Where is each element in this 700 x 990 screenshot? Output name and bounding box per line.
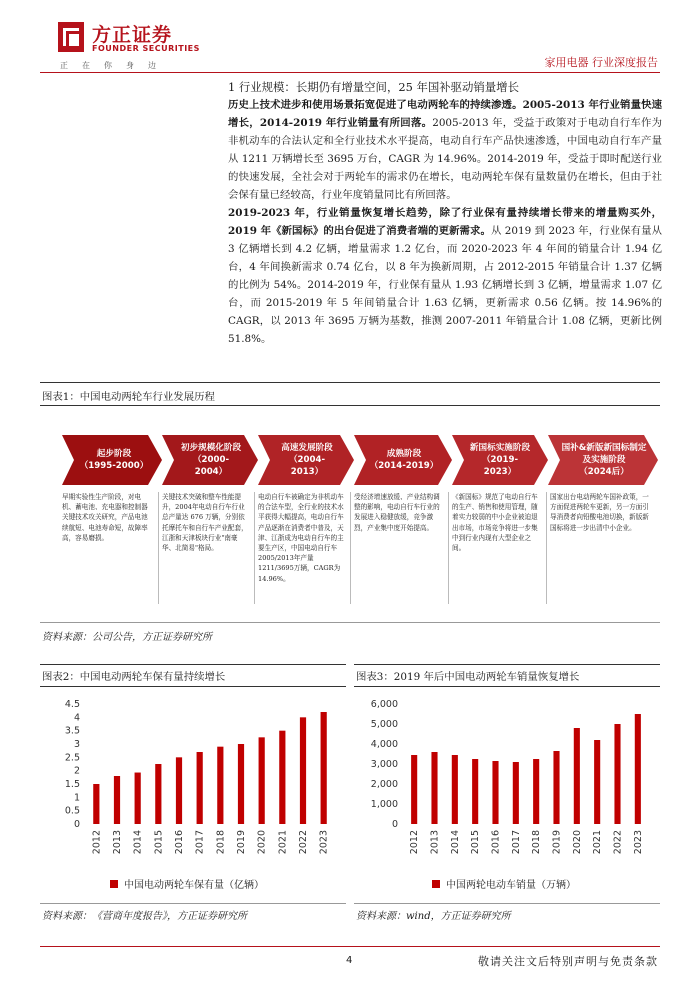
x-tick-label: 2015 [470,830,482,855]
x-tick-label: 2016 [490,830,502,855]
legend-swatch [110,880,118,888]
stage-3-name: 高速发展阶段（2004- [281,443,333,465]
stage-2-period: 2004） [194,467,228,477]
figure3-title: 图表3：2019 年后中国电动两轮车销量恢复增长 [356,671,580,683]
y-tick-label: 2.5 [64,752,80,764]
bar [472,759,478,824]
x-tick-label: 2019 [236,830,247,855]
stage-4-name: 成熟阶段 [386,449,422,459]
stage-1-period: （1995-2000） [79,461,149,471]
paragraph-1-text: 2005-2013 年，受益于政策对于电动自行车作为非机动车的合法认定和全行业技术水平提高，电动自行车产品快速渗透，中国电动自行车产量从 1211 万辆增长至 3695 万台，CAGR 为 14.96%。2014-2019 年，受益于即时配送行业的快速发展，全社会对于两轮车的需求仍在增长，电动两轮车保有量数量仍在增长，但由于社会保有量已经较高，行业年度销量同比有所回落。 [228,117,662,201]
x-tick-label: 2019 [551,830,563,855]
stage-4-period: （2014-2019） [369,461,439,471]
figure2-chart [42,694,342,894]
y-tick-label: 1,000 [370,799,398,810]
founder-logo-icon [58,22,84,52]
stage-divider [448,492,449,604]
paragraph-1 [228,96,662,204]
bar [574,728,580,824]
stage-5 [460,435,540,485]
x-tick-label: 2014 [449,830,461,855]
stage-6-period: （2024后） [579,467,629,477]
paragraph-2-bold: 2019-2023 年，行业销量恢复增长趋势，除了行业保有量持续增长带来的增量购买外，2019 年《新国标》的出台促进了消费者端的更新需求。 [228,207,662,237]
figure3-title-rule [354,686,660,687]
y-tick-label: 3 [73,739,80,750]
bar [197,752,203,824]
stage-2 [172,435,250,485]
y-tick-label: 4,000 [370,739,398,750]
stage-divider [158,492,159,604]
y-tick-label: 4 [73,712,80,724]
figure2-top-rule [40,664,346,665]
bar [259,737,265,824]
figure2-source: 资料来源：《营商年度报告》，方正证券研究所 [42,911,247,922]
x-tick-label: 2013 [429,830,441,855]
section-title: 1 行业规模：长期仍有增量空间，25 年国补驱动销量增长 [228,80,519,94]
bar [411,755,417,824]
y-tick-label: 1.5 [64,779,80,790]
y-tick-label: 4.5 [64,699,80,710]
page-number: 4 [346,955,353,966]
x-tick-label: 2013 [112,830,123,855]
figure2-chart-svg [42,694,342,894]
stage-divider [350,492,351,604]
x-tick-label: 2017 [510,830,522,855]
bar [321,712,327,824]
bar [93,784,99,824]
figure3-legend-label: 中国两轮电动车销量（万辆） [446,880,576,891]
stage-4 [364,435,444,485]
y-tick-label: 3,000 [370,759,398,770]
stage-divider [546,492,547,604]
company-name-cn: 方正证券 [92,24,173,46]
bar [114,776,120,824]
figure2-title: 图表2：中国电动两轮车保有量持续增长 [42,671,226,683]
paragraph-1-bold: 历史上技术进步和使用场景拓宽促进了电动两轮车的持续渗透。2005-2013 年行业销量快速增长，2014-2019 年行业销量有所回落。 [228,99,662,129]
legend-swatch [432,880,440,888]
x-tick-label: 2023 [632,830,644,855]
bar [300,717,306,824]
stage-1-name: 起步阶段 [96,449,132,459]
figure2-legend-label: 中国电动两轮车保有量（亿辆） [124,880,264,891]
x-tick-label: 2022 [612,830,624,855]
bar [492,761,498,824]
page-header [0,0,700,72]
stage-2-name: 初步规模化阶段（2000- [180,443,242,465]
figure1-source: 资料来源：公司公告，方正证券研究所 [42,632,212,643]
stage-5-desc: 《新国标》规范了电动自行车的生产、销售和使用管理，随着实力较弱的中小企业被迫退出市场，市场竞争将进一步集中到行业内现有大型企业之间。 [452,493,538,553]
bar [452,755,458,824]
y-tick-label: 6,000 [370,699,398,710]
bar [279,731,285,824]
bar [614,724,620,824]
x-tick-label: 2020 [256,830,268,855]
figure2-bottom-rule [40,903,346,904]
y-tick-label: 0 [391,819,398,830]
x-tick-label: 2023 [318,830,330,855]
x-tick-label: 2022 [298,830,309,855]
y-tick-label: 2,000 [370,779,398,790]
x-tick-label: 2014 [132,830,144,855]
bar [217,747,223,824]
figure1-title-rule [40,405,660,406]
y-tick-label: 0.5 [64,805,80,817]
figure1-top-rule [40,382,660,383]
stage-6-name: 国补&新版新国标制定及实施阶段 [561,443,647,465]
stage-1 [72,435,156,485]
bar [238,744,244,824]
figure3-chart-svg [356,694,656,894]
bar [155,764,161,824]
stage-2-desc: 关键技术突破和整车性能提升，2004年电动自行车行业总产量达 676 万辆，分别依托摩托车和自行车产业配套，江浙和天津板块行业"南豪华、北简易"格局。 [162,493,248,553]
x-tick-label: 2012 [409,830,421,855]
stage-1-desc: 早期实验性生产阶段，对电机、蓄电池、充电器和控制器关键技术攻关研究，产品电池续航短、电池寿命短，故障率高，容易磨损。 [62,493,148,542]
stage-3-desc: 电动自行车被确定为非机动车的合法车型，全行业的技术水平获得大幅提高，电动自行车产品逐渐在消费者中普及，天津、江浙成为电动自行车的主要生产区，中国电动自行车2005/2013年产量1211/3695万辆，CAGR为14.96%。 [258,493,344,583]
bar [553,751,559,824]
bar [533,759,539,824]
x-tick-label: 2021 [277,830,289,855]
report-type: 家用电器 行业深度报告 [544,56,658,69]
figure1-title: 图表1：中国电动两轮车行业发展历程 [42,391,215,403]
y-tick-label: 5,000 [370,719,398,730]
y-tick-label: 0 [73,819,80,830]
section-text [228,78,662,348]
disclaimer-link: 敬请关注文后特别声明与免责条款 [478,955,658,968]
figure2-title-rule [40,686,346,687]
bar [513,762,519,824]
stage-5-name: 新国标实施阶段（2019- [469,443,531,465]
bar [176,757,182,824]
stage-5-period: 2023） [483,467,517,477]
figure2-legend [110,876,264,891]
figure3-source: 资料来源：wind，方正证券研究所 [356,911,511,922]
slogan: 正在你身边 [60,61,170,70]
figure3-top-rule [354,664,660,665]
paragraph-2-text: 从 2019 到 2023 年，行业保有量从 3 亿辆增长到 4.2 亿辆，增量需求 1.2 亿台，而 2020-2023 年 4 年间的销量合计 1.94 亿台，4 年间换新需求 0.74 亿台，以 8 年为换新周期，占 2012-2015 年销量合计 1.37 亿辆的比例为 54%。2014-2019 年，行业保有量从 1.93 亿辆增长到 3 亿辆，增量需求 1.07 亿台，而 2015-2019 年 5 年间销量合计 1.63 亿辆，更新需求 0.56 亿辆。按 14.96%的 CAGR，以 2013 年 3695 万辆为基数，推测 2007-2011 年销量合计 1.08 亿辆，更新比例 51.8%。 [228,225,662,345]
x-tick-label: 2015 [153,830,165,855]
x-tick-label: 2012 [91,830,103,855]
bar [635,714,641,824]
timeline-arrows [62,435,658,485]
figure3-bottom-rule [354,903,660,904]
x-tick-label: 2016 [174,830,185,855]
x-tick-label: 2018 [531,830,543,855]
bar [135,773,141,824]
header-divider [40,72,660,73]
stage-divider [254,492,255,604]
y-tick-label: 3.5 [64,725,80,737]
x-tick-label: 2017 [194,830,206,855]
x-tick-label: 2020 [571,830,583,855]
y-tick-label: 1 [73,792,80,804]
stage-3 [268,435,346,485]
stage-6 [558,435,650,485]
figure3-chart [356,694,656,894]
paragraph-2 [228,204,662,348]
footer-divider [40,946,660,947]
company-name-en: FOUNDER SECURITIES [92,44,200,53]
bar [431,752,437,824]
stage-4-desc: 受经济增速放缓、产业结构调整的影响，电动自行车行业的发展进入稳健放缓，竞争激烈，产业集中度开始提高。 [354,493,440,532]
y-tick-label: 2 [73,765,80,777]
stage-3-period: 2013） [290,467,324,477]
figure3-legend [432,876,576,891]
bar [594,740,600,824]
figure1-bottom-rule [40,622,660,623]
stage-6-desc: 国家出台电动两轮车国补政策，一方面促进两轮车更新，另一方面引导消费者向铅酸电池切换，新版新国标将进一步出清中小企业。 [550,493,649,532]
x-tick-label: 2021 [592,830,604,855]
x-tick-label: 2018 [215,830,227,855]
